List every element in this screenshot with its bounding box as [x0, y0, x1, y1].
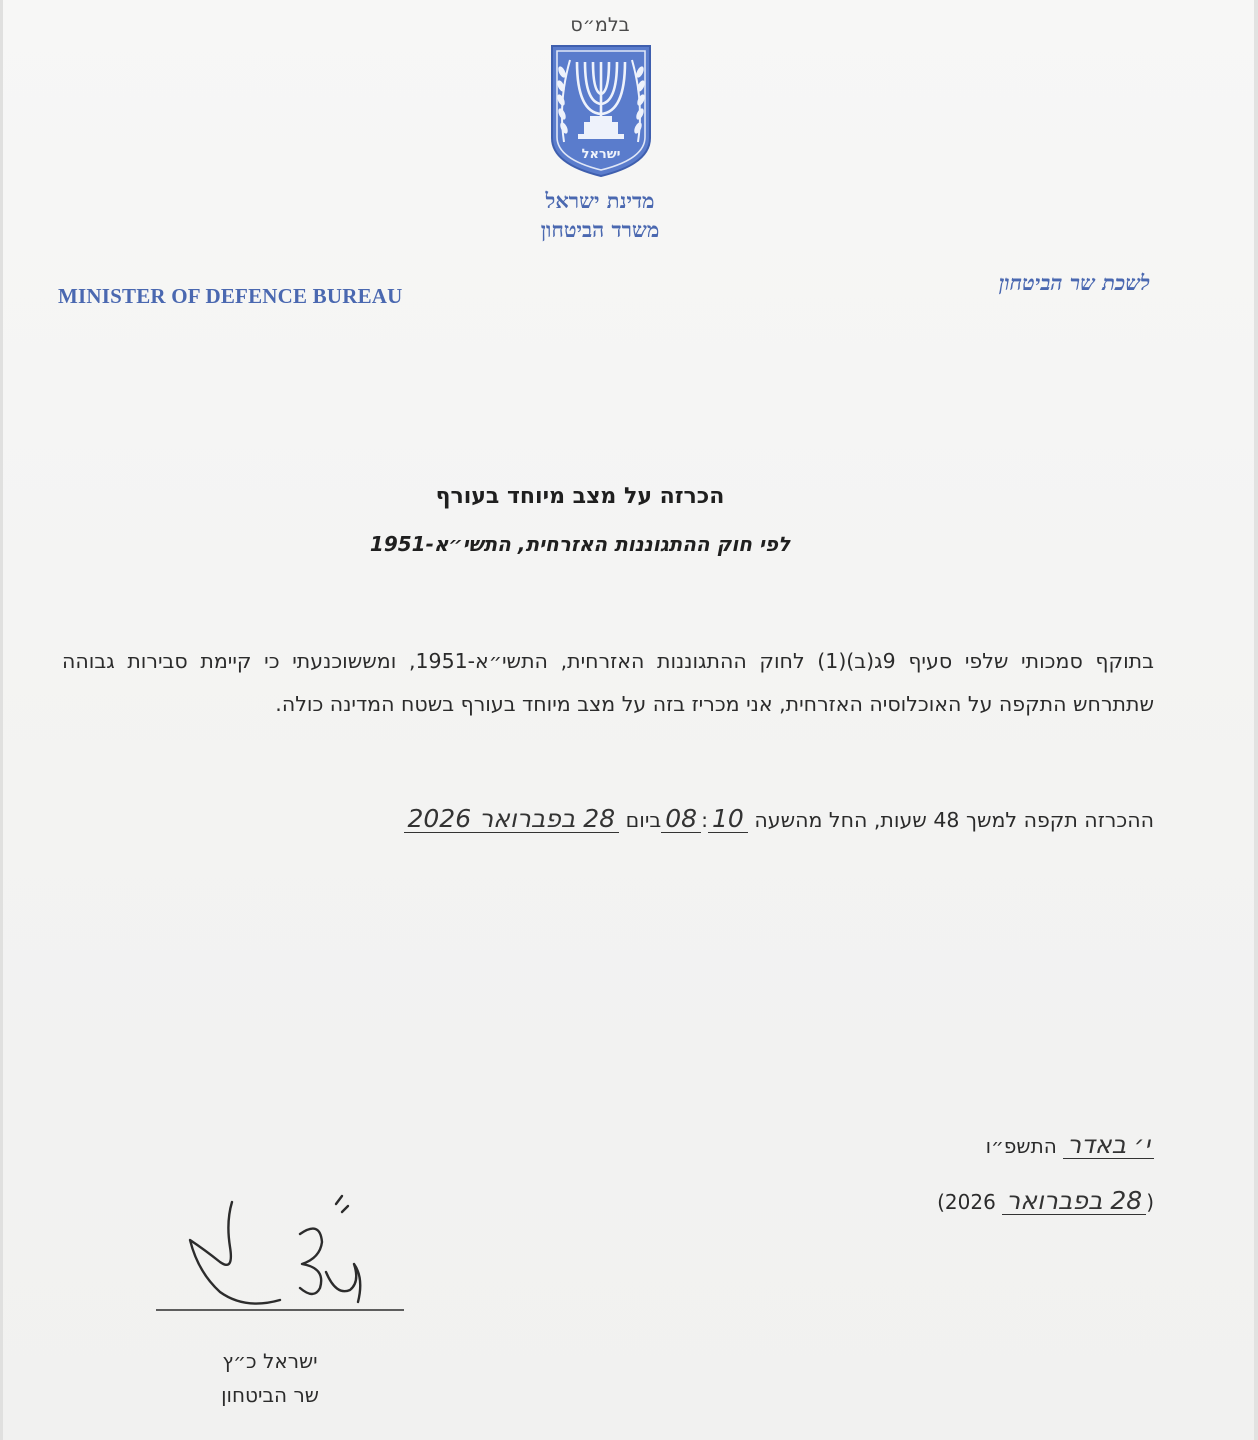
- gregorian-year: 2026: [944, 1190, 996, 1214]
- signature-icon: [150, 1192, 410, 1316]
- handwritten-date: 28 בפברואר 2026: [404, 806, 620, 833]
- page-edge-right: [1254, 0, 1258, 1440]
- page-edge-left: [0, 0, 3, 1440]
- document-title: הכרזה על מצב מיוחד בעורף: [435, 484, 725, 509]
- document-subtitle: לפי חוק ההתגוננות האזרחית, התשי״א-1951: [369, 532, 791, 556]
- state-line: מדינת ישראל: [545, 188, 655, 213]
- signatory-block: [170, 1344, 370, 1412]
- on-day-label: ביום: [625, 808, 662, 832]
- handwritten-hour: 10: [708, 806, 748, 833]
- close-paren: ): [937, 1190, 945, 1214]
- hebrew-year: התשפ״ו: [985, 1134, 1057, 1158]
- bureau-name-hebrew: לשכת שר הביטחון: [998, 270, 1150, 295]
- time-separator: :: [701, 808, 708, 832]
- hebrew-date-line: [986, 1132, 1154, 1159]
- validity-prefix: ההכרזה תקפה למשך 48 שעות, החל מהשעה: [754, 808, 1154, 832]
- validity-line: [404, 806, 1155, 833]
- signatory-name: ישראל כ״ץ: [222, 1349, 318, 1373]
- bureau-name-english: MINISTER OF DEFENCE BUREAU: [58, 284, 403, 308]
- signatory-role: שר הביטחון: [221, 1383, 319, 1407]
- ministry-line: משרד הביטחון: [540, 217, 660, 242]
- declaration-paragraph: בתוקף סמכותי שלפי סעיף 9ג(ב)(1) לחוק ההתגוננות האזרחית, התשי״א-1951, ומששוכנעתי כי קיימת סבירות גבוהה שתתרחש התקפה על האוכלוסיה האזרחית, אני מכריז בזה על מצב מיוחד בעורף בשטח המדינה כולה.: [62, 649, 1154, 716]
- open-paren: (: [1146, 1190, 1154, 1214]
- handwritten-gregorian-date: 28 בפברואר: [1002, 1188, 1146, 1215]
- gregorian-date-line: [937, 1188, 1154, 1215]
- handwritten-hebrew-date: י׳ באדר: [1063, 1132, 1154, 1159]
- letterhead-state: [500, 186, 700, 244]
- emblem-text: ישראל: [581, 147, 621, 162]
- classification-label: בלמ״ס: [570, 14, 630, 36]
- handwritten-minute: 08: [661, 806, 701, 833]
- state-emblem-icon: [548, 42, 654, 178]
